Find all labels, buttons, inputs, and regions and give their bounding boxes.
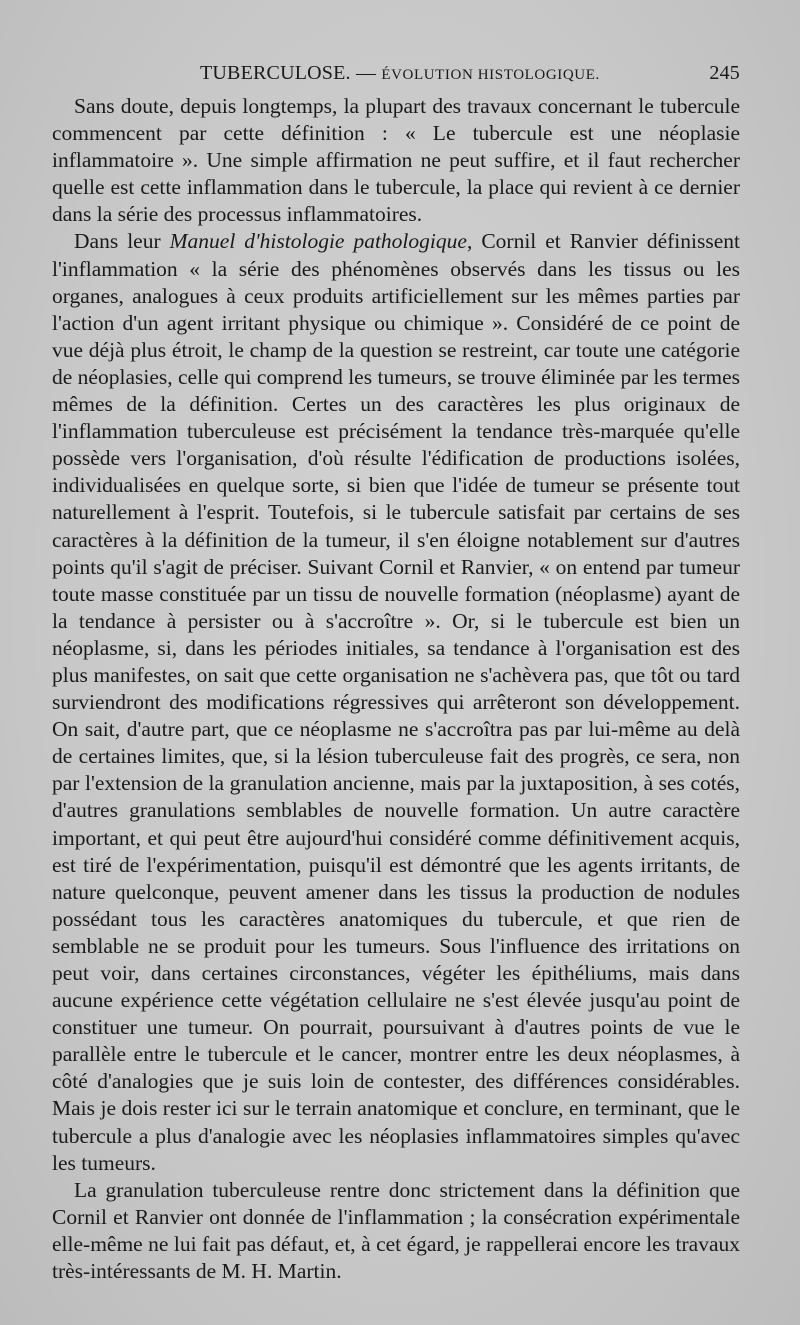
paragraph-1 <box>52 93 740 228</box>
text-run: La granulation tuberculeuse rentre donc strictement dans la définition que Cornil et Ranvier ont donnée de l'inflammation ; la consécration expérimentale elle-même ne lui fait pas défaut, et, à cet égard, je rappellerai encore les travaux très-intéressants de M. H. Martin. <box>52 1177 740 1284</box>
running-title-main: TUBERCULOSE. — <box>200 62 377 84</box>
page-number: 245 <box>709 62 740 84</box>
running-head <box>52 62 740 90</box>
running-title-sub: ÉVOLUTION HISTOLOGIQUE. <box>381 67 600 83</box>
paragraph-2 <box>52 228 740 1176</box>
text-run: , Cornil et Ranvier définissent l'inflammation « la série des phénomènes observés dans les tissus ou les organes, analogues à ceux produits artificiellement sur les mêmes parties par l'action d'un agent irritant physique ou chimique ». Considéré de ce point de vue déjà plus étroit, le champ de la question se restreint, car toute une catégorie de néoplasies, celle qui comprend les tumeurs, se trouve éliminée par les termes mêmes de la définition. Certes un des caractères les plus originaux de l'inflammation tuberculeuse est précisément la tendance très-marquée qu'elle possède vers l'organisation, d'où résulte l'édification de productions isolées, individualisées en quelque sorte, si bien que l'idée de tumeur se présente tout naturellement à l'esprit. Toutefois, si le tubercule satisfait par certains de ses caractères à la définition de la tumeur, il s'en éloigne notablement sur d'autres points qu'il s'agit de préciser. Suivant Cornil et Ranvier, « on entend par tumeur toute masse constituée par un tissu de nouvelle formation (néoplasme) ayant de la tendance à persister ou à s'accroître ». Or, si le tubercule est bien un néoplasme, si, dans les périodes initiales, sa tendance à l'organisation est des plus manifestes, on sait que cette organisation ne s'achèvera pas, que tôt ou tard surviendront des modifications régressives qui arrêteront son développement. On sait, d'autre part, que ce néoplasme ne s'accroîtra pas par lui-même au delà de certaines limites, que, si la lésion tuberculeuse fait des progrès, ce sera, non par l'extension de la granulation ancienne, mais par la juxtaposition, à ses cotés, d'autres granulations semblables de nouvelle formation. Un autre caractère important, et qui peut être aujourd'hui considéré comme définitivement acquis, est tiré de l'expérimentation, puisqu'il est démontré que les agents irritants, de nature quelconque, peuvent amener dans les tissus la production de nodules possédant tous les caractères anatomiques du tubercule, et que rien de semblable ne se produit pour les tumeurs. Sous l'influence des irritations on peut voir, dans certaines circonstances, végéter les épithéliums, mais dans aucune expérience cette végétation cellulaire ne s'est élevée jusqu'au point de constituer une tumeur. On pourrait, poursuivant à d'autres points de vue le parallèle entre le tubercule et le cancer, montrer entre les deux néoplasmes, à côté d'analogies que je suis loin de contester, des différences considérables. Mais je dois rester ici sur le terrain anatomique et conclure, en terminant, que le tubercule a plus d'analogie avec les néoplasies inflammatoires simples qu'avec les tumeurs. <box>52 229 740 1175</box>
text-run: Sans doute, depuis longtemps, la plupart des travaux concernant le tubercule commencent par cette définition : « Le tubercule est une néoplasie inflammatoire ». Une simple affirmation ne peut suffire, et il faut rechercher quelle est cette inflammation dans le tubercule, la place qui revient à ce dernier dans la série des processus inflammatoires. <box>52 94 740 227</box>
running-title <box>200 62 600 85</box>
text-run: Dans leur <box>74 229 170 254</box>
paragraph-3 <box>52 1177 740 1285</box>
body-text <box>52 93 740 1285</box>
book-title-italic: Manuel d'histologie pathologique <box>169 229 467 254</box>
